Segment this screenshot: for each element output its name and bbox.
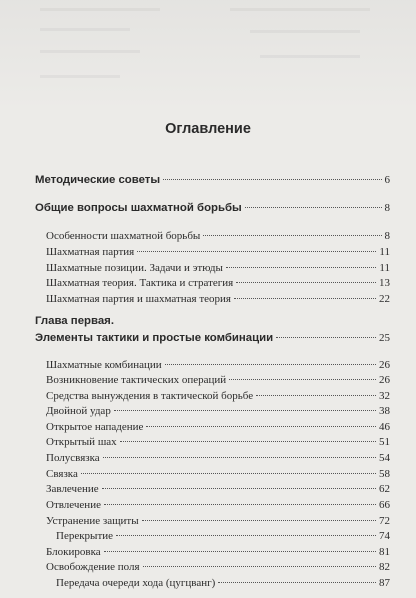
- toc-item-label: Передача очереди хода (цугцванг): [56, 577, 216, 589]
- leader-dots: [234, 297, 376, 299]
- toc-item-label: Освобождение поля: [46, 561, 140, 573]
- toc-item-label: Завлечение: [46, 483, 99, 495]
- toc-page-number: 87: [379, 577, 390, 589]
- leader-dots: [245, 206, 382, 208]
- toc-page-number: 58: [379, 468, 390, 480]
- toc-item-row[interactable]: [46, 277, 390, 289]
- leader-dots: [146, 425, 376, 427]
- leader-dots: [163, 178, 381, 180]
- toc-item-row[interactable]: [46, 359, 390, 371]
- toc-item-row[interactable]: [46, 546, 390, 558]
- leader-dots: [165, 363, 376, 365]
- toc-title: Оглавление: [165, 121, 251, 137]
- toc-item-label: Особенности шахматной борьбы: [46, 230, 201, 242]
- toc-item-label: Перекрытие: [56, 530, 114, 542]
- toc-page-number: 8: [384, 202, 390, 214]
- toc-page-number: 11: [379, 262, 390, 274]
- toc-item-row[interactable]: [46, 515, 390, 527]
- toc-page-number: 6: [384, 174, 390, 186]
- toc-item-label: Полусвязка: [46, 452, 100, 464]
- toc-item-row[interactable]: [46, 230, 390, 242]
- toc-section-label: Общие вопросы шахматной борьбы: [35, 202, 242, 214]
- toc-page-number: 51: [379, 436, 390, 448]
- toc-page-number: 25: [379, 332, 390, 344]
- leader-dots: [114, 409, 376, 411]
- toc-item-label: Шахматная партия и шахматная теория: [46, 293, 231, 305]
- toc-chapter-label: Элементы тактики и простые комбинации: [35, 332, 274, 344]
- leader-dots: [103, 456, 376, 458]
- toc-page-number: 26: [379, 374, 390, 386]
- leader-dots: [203, 234, 381, 236]
- leader-dots: [116, 534, 376, 536]
- toc-item-label: Шахматная теория. Тактика и стратегия: [46, 277, 234, 289]
- toc-page-number: 11: [379, 246, 390, 258]
- leader-dots: [120, 440, 376, 442]
- toc-item-row[interactable]: [46, 390, 390, 402]
- leader-dots: [102, 487, 376, 489]
- toc-item-label: Двойной удар: [46, 405, 111, 417]
- toc-item-label: Открытое нападение: [46, 421, 144, 433]
- toc-item-label: Отвлечение: [46, 499, 101, 511]
- toc-item-row[interactable]: [46, 374, 390, 386]
- bleed-through-area: [0, 0, 416, 110]
- toc-page-number: 82: [379, 561, 390, 573]
- toc-item-label: Шахматные комбинации: [46, 359, 162, 371]
- leader-dots: [226, 266, 377, 268]
- toc-item-row[interactable]: [46, 293, 390, 305]
- toc-item-label: Возникновение тактических операций: [46, 374, 227, 386]
- toc-chapter-row[interactable]: [35, 332, 390, 344]
- leader-dots: [137, 250, 376, 252]
- leader-dots: [256, 394, 376, 396]
- toc-item-label: Открытый шах: [46, 436, 117, 448]
- toc-item-label: Средства вынуждения в тактической борьбе: [46, 390, 254, 402]
- toc-item-row[interactable]: [56, 530, 390, 542]
- toc-item-row[interactable]: [46, 483, 390, 495]
- toc-page-number: 13: [379, 277, 390, 289]
- toc-item-label: Устранение защиты: [46, 515, 139, 527]
- toc-item-label: Блокировка: [46, 546, 101, 558]
- toc-item-row[interactable]: [46, 499, 390, 511]
- toc-page-number: 38: [379, 405, 390, 417]
- leader-dots: [104, 550, 376, 552]
- chapter-heading: Глава первая.: [35, 315, 114, 327]
- toc-page-number: 81: [379, 546, 390, 558]
- leader-dots: [218, 581, 376, 583]
- toc-page-number: 62: [379, 483, 390, 495]
- toc-page-number: 26: [379, 359, 390, 371]
- toc-page-number: 74: [379, 530, 390, 542]
- toc-section-row[interactable]: [35, 174, 390, 186]
- toc-item-row[interactable]: [46, 421, 390, 433]
- leader-dots: [81, 472, 376, 474]
- toc-item-row[interactable]: [46, 262, 390, 274]
- leader-dots: [229, 378, 376, 380]
- leader-dots: [142, 519, 376, 521]
- toc-item-row[interactable]: [46, 561, 390, 573]
- toc-page-number: 66: [379, 499, 390, 511]
- toc-item-label: Связка: [46, 468, 78, 480]
- toc-page-number: 54: [379, 452, 390, 464]
- toc-item-row[interactable]: [46, 436, 390, 448]
- toc-item-row[interactable]: [46, 246, 390, 258]
- leader-dots: [276, 336, 376, 338]
- toc-item-label: Шахматные позиции. Задачи и этюды: [46, 262, 223, 274]
- toc-page-number: 8: [384, 230, 390, 242]
- leader-dots: [143, 565, 376, 567]
- toc-item-row[interactable]: [46, 468, 390, 480]
- toc-page-number: 22: [379, 293, 390, 305]
- toc-page-number: 72: [379, 515, 390, 527]
- toc-item-row[interactable]: [56, 577, 390, 589]
- toc-item-row[interactable]: [46, 452, 390, 464]
- toc-item-row[interactable]: [46, 405, 390, 417]
- leader-dots: [104, 503, 376, 505]
- toc-item-label: Шахматная партия: [46, 246, 135, 258]
- toc-section-row[interactable]: [35, 202, 390, 214]
- toc-page-number: 32: [379, 390, 390, 402]
- toc-page-number: 46: [379, 421, 390, 433]
- leader-dots: [236, 281, 376, 283]
- toc-section-label: Методические советы: [35, 174, 161, 186]
